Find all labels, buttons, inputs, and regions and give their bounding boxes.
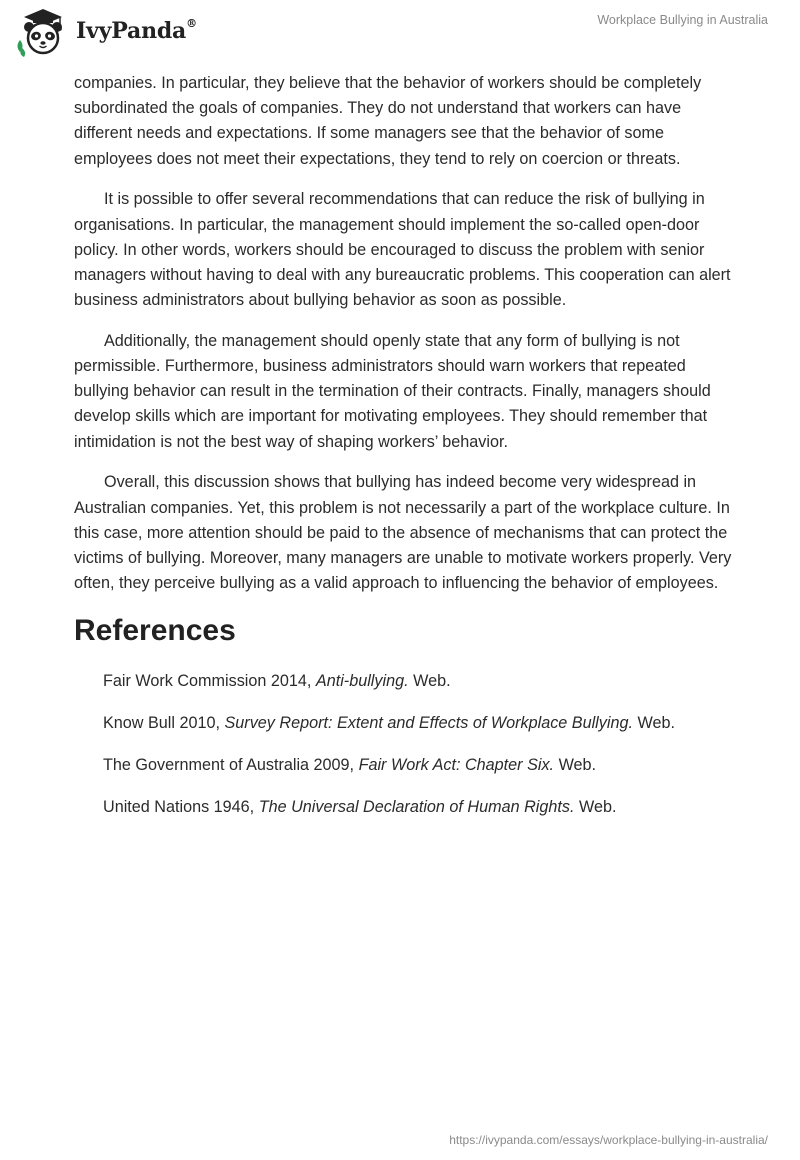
- reference-item: The Government of Australia 2009, Fair Work Act: Chapter Six. Web.: [103, 755, 597, 774]
- document-title: Workplace Bullying in Australia: [597, 13, 768, 27]
- reference-item: Know Bull 2010, Survey Report: Extent and Effects of Workplace Bullying. Web.: [103, 713, 675, 732]
- paragraph: companies. In particular, they believe that the behavior of workers should be completely subordinated the goals of companies. They do not understand that workers can have different needs and expectations. If some managers see that the behavior of some employees does not meet their expectations, they tend to rely on coercion or threats.: [74, 74, 702, 168]
- source-url[interactable]: https://ivypanda.com/essays/workplace-bullying-in-australia/: [449, 1133, 768, 1147]
- paragraph: Additionally, the management should openly state that any form of bullying is not permissible. Furthermore, business administrators should warn workers that repeated bullying behavior can result in the termination of their contracts. Finally, managers should develop skills which are important for motivating employees. They should remember that intimidation is not the best way of shaping workers’ behavior.: [74, 331, 711, 451]
- page-header: [0, 0, 800, 70]
- panda-graduate-icon: [14, 6, 72, 58]
- reference-item: United Nations 1946, The Universal Declaration of Human Rights. Web.: [103, 797, 617, 816]
- ivypanda-logo[interactable]: [14, 6, 197, 58]
- paragraph: It is possible to offer several recommendations that can reduce the risk of bullying in organisations. In particular, the management should implement the so-called open-door policy. In other words, workers should be encouraged to discuss the problem with senior managers without having to deal with any bureaucratic problems. This cooperation can alert business administrators about bullying behavior as soon as possible.: [74, 190, 731, 310]
- brand-name: IvyPanda®: [76, 16, 197, 44]
- paragraph: Overall, this discussion shows that bullying has indeed become very widespread in Australian companies. Yet, this problem is not necessarily a part of the workplace culture. In this case, more attention should be paid to the absence of mechanisms that can protect the victims of bullying. Moreover, many managers are unable to motivate workers properly. Very often, they perceive bullying as a valid approach to influencing the behavior of employees.: [74, 473, 732, 593]
- reference-item: Fair Work Commission 2014, Anti-bullying. Web.: [103, 671, 451, 690]
- essay-content: [74, 71, 734, 838]
- references-heading: References: [74, 613, 236, 647]
